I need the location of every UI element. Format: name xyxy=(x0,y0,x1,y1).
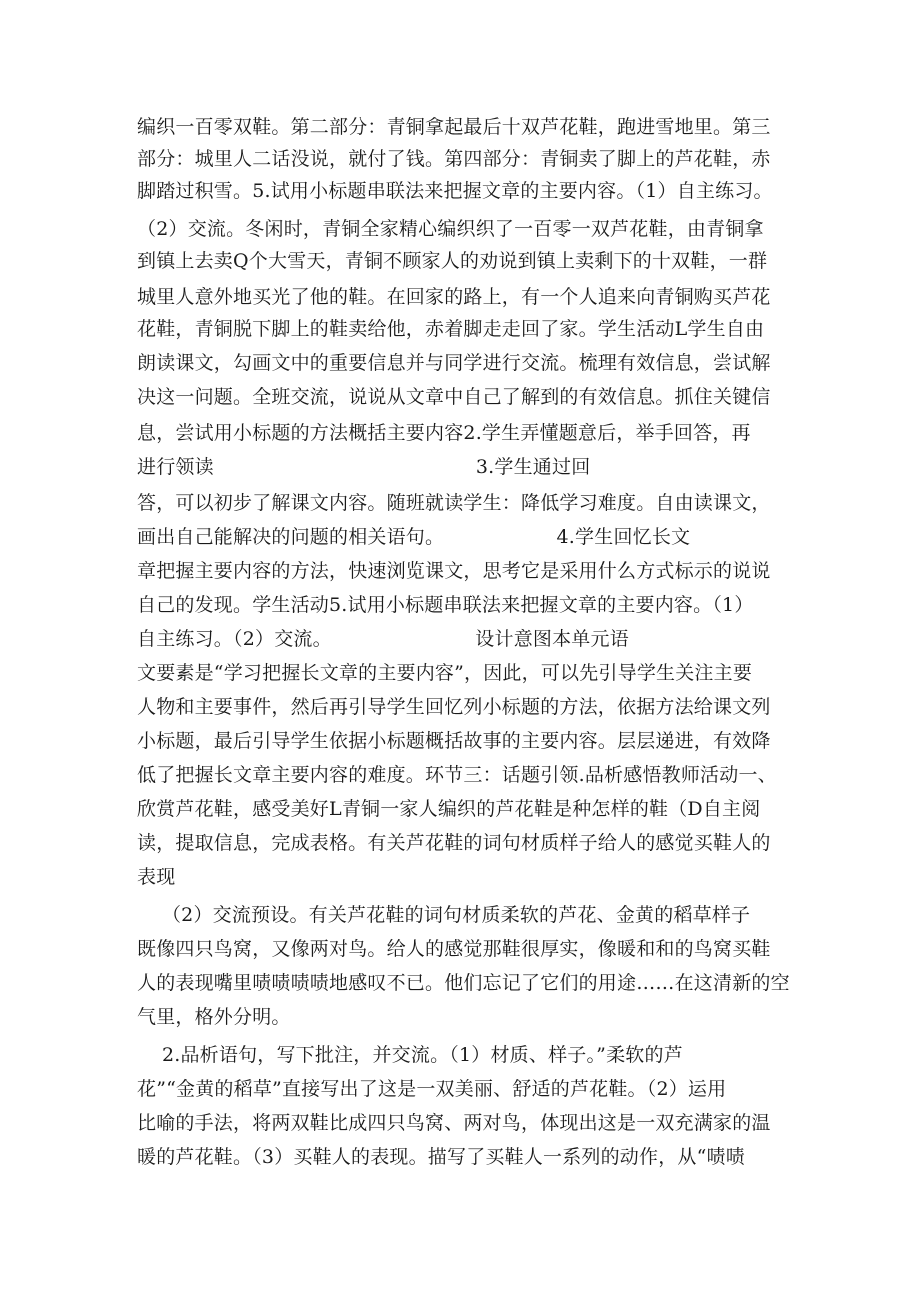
text-line: 决这一问题。全班交流，说说从文章中自己了解到的有效信息。抓住关键信 xyxy=(137,386,771,408)
text-line: 进行领读 3.学生通过回 xyxy=(137,456,591,478)
text-line: 画出自己能解决的问题的相关语句。 4.学生回忆长文 xyxy=(137,526,691,548)
text-line: 编织一百零双鞋。第二部分：青铜拿起最后十双芦花鞋，跑进雪地里。第三 xyxy=(137,116,771,138)
text-line: 自主练习。（2）交流。 设计意图本单元语 xyxy=(137,628,629,650)
text-line: （2）交流预设。有关芦花鞋的词句材质柔软的芦花、金黄的稻草样子 xyxy=(137,904,751,926)
text-line: 2.品析语句，写下批注，并交流。（1）材质、样子。”柔软的芦 xyxy=(137,1044,683,1066)
text-line: 表现 xyxy=(137,866,176,888)
text-line: 人的表现嘴里啧啧啧啧地感叹不已。他们忘记了它们的用途……在这清新的空 xyxy=(137,972,790,994)
text-line: 自己的发现。学生活动5.试用小标题串联法来把握文章的主要内容。（1） xyxy=(137,594,754,616)
text-line: 比喻的手法，将两双鞋比成四只鸟窝、两对鸟，体现出这是一双充满家的温 xyxy=(137,1112,771,1134)
text-line: 低了把握长文章主要内容的难度。环节三：话题引领.品析感悟教师活动一、 xyxy=(137,764,777,786)
text-line: 气里，格外分明。 xyxy=(137,1006,291,1028)
text-line: 答，可以初步了解课文内容。随班就读学生：降低学习难度。自由读课文， xyxy=(137,492,771,514)
text-line: 息，尝试用小标题的方法概括主要内容2.学生弄懂题意后，举手回答，再 xyxy=(137,422,751,444)
text-line: 欣赏芦花鞋，感受美好L青铜一家人编织的芦花鞋是种怎样的鞋（D自主阅 xyxy=(137,798,761,820)
text-line: 文要素是“学习把握长文章的主要内容”，因此，可以先引导学生关注主要 xyxy=(137,662,753,684)
text-line: 既像四只鸟窝，又像两对鸟。给人的感觉那鞋很厚实，像暖和和的鸟窝买鞋 xyxy=(137,938,771,960)
text-line: 读，提取信息，完成表格。有关芦花鞋的词句材质样子给人的感觉买鞋人的 xyxy=(137,832,771,854)
text-line: 章把握主要内容的方法，快速浏览课文，思考它是采用什么方式标示的说说 xyxy=(137,560,771,582)
text-line: 朗读课文，勾画文中的重要信息并与同学进行交流。梳理有效信息，尝试解 xyxy=(137,352,771,374)
text-line: 花鞋，青铜脱下脚上的鞋卖给他，赤着脚走走回了家。学生活动L学生自由 xyxy=(137,318,765,340)
text-line: （2）交流。冬闲时，青铜全家精心编织织了一百零一双芦花鞋，由青铜拿 xyxy=(137,218,764,240)
text-line: 花”“金黄的稻草”直接写出了这是一双美丽、舒适的芦花鞋。（2）运用 xyxy=(137,1078,727,1100)
text-line: 暖的芦花鞋。（3）买鞋人的表现。描写了买鞋人一系列的动作，从“啧啧 xyxy=(137,1146,745,1168)
text-line: 部分：城里人二话没说，就付了钱。第四部分：青铜卖了脚上的芦花鞋，赤 xyxy=(137,148,771,170)
text-line: 小标题，最后引导学生依据小标题概括故事的主要内容。层层递进，有效降 xyxy=(137,730,771,752)
text-line: 脚踏过积雪。5.试用小标题串联法来把握文章的主要内容。（1）自主练习。 xyxy=(137,180,773,202)
text-line: 城里人意外地买光了他的鞋。在回家的路上，有一个人追来向青铜购买芦花 xyxy=(137,286,771,308)
text-line: 人物和主要事件，然后再引导学生回忆列小标题的方法，依据方法给课文列 xyxy=(137,696,771,718)
text-line: 到镇上去卖Q个大雪天，青铜不顾家人的劝说到镇上卖剩下的十双鞋，一群 xyxy=(137,250,768,272)
